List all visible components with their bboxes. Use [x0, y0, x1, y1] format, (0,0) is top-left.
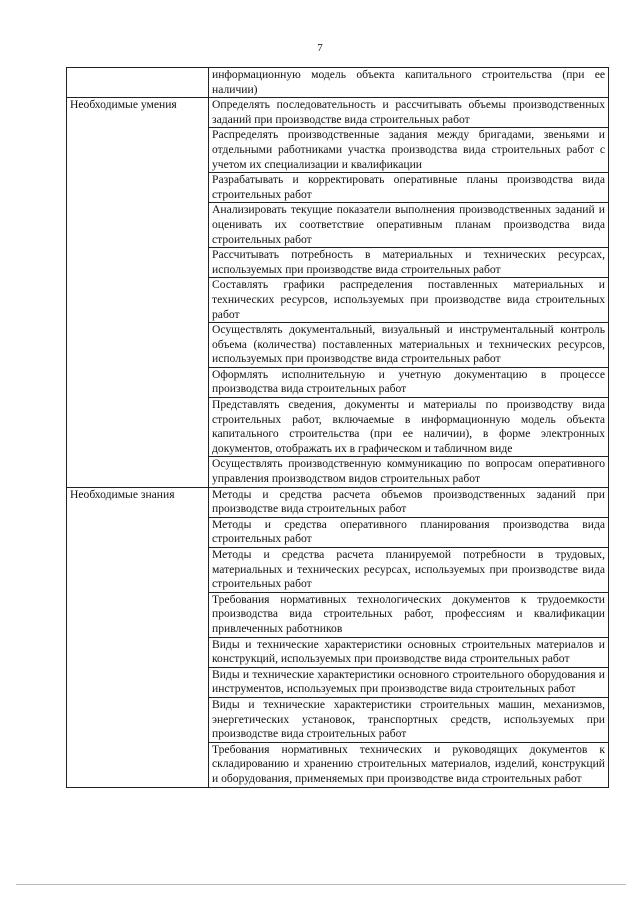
row-label-cell	[67, 68, 209, 98]
row-text-cell: Методы и средства расчета объемов производственных заданий при производстве вида строительных работ	[209, 487, 609, 517]
row-text-cell: Виды и технические характеристики строительных машин, механизмов, энергетических установок, транспортных средств, используемых при производстве вида строительных работ	[209, 697, 609, 742]
row-label-cell: Необходимые умения	[67, 98, 209, 487]
requirements-table	[66, 67, 609, 788]
row-label-cell: Необходимые знания	[67, 487, 209, 787]
row-text-cell: Требования нормативных технологических документов к трудоемкости производства вида строительных работ, профессиям и квалификации привлеченных работников	[209, 592, 609, 637]
row-text-cell: Осуществлять документальный, визуальный и инструментальный контроль объема (количества) поставленных материальных и технических ресурсов, используемых при производстве вида строительных работ	[209, 323, 609, 368]
row-text-cell: Виды и технические характеристики основного строительного оборудования и инструментов, используемых при производстве вида строительных работ	[209, 667, 609, 697]
row-text-cell: Анализировать текущие показатели выполнения производственных заданий и оценивать их соответствие оперативным планам производства вида строительных работ	[209, 203, 609, 248]
row-text-cell: Виды и технические характеристики основных строительных материалов и конструкций, используемых при производстве вида строительных работ	[209, 637, 609, 667]
row-text-cell: Требования нормативных технических и руководящих документов к складированию и хранению строительных материалов, изделий, конструкций и оборудования, применяемых при производстве вида строительных работ	[209, 742, 609, 787]
table-row	[67, 98, 609, 128]
table-body	[67, 68, 609, 788]
row-text-cell: Оформлять исполнительную и учетную документацию в процессе производства вида строительных работ	[209, 367, 609, 397]
row-text-cell: Распределять производственные задания между бригадами, звеньями и отдельными работниками участка производства вида строительных работ с учетом их специализации и квалификации	[209, 128, 609, 173]
row-text-cell: Определять последовательность и рассчитывать объемы производственных заданий при производстве вида строительных работ	[209, 98, 609, 128]
row-text-cell: Методы и средства расчета планируемой потребности в трудовых, материальных и технических ресурсах, используемых при производстве вида строительных работ	[209, 548, 609, 593]
row-text-cell: Осуществлять производственную коммуникацию по вопросам оперативного управления производством видов строительных работ	[209, 457, 609, 487]
row-text-cell: Разрабатывать и корректировать оперативные планы производства вида строительных работ	[209, 173, 609, 203]
page-bottom-rule	[16, 884, 626, 885]
table-row	[67, 68, 609, 98]
row-text-cell: Составлять графики распределения поставленных материальных и технических ресурсов, используемых при производстве вида строительных работ	[209, 278, 609, 323]
row-text-cell: информационную модель объекта капитального строительства (при ее наличии)	[209, 68, 609, 98]
row-text-cell: Методы и средства оперативного планирования производства вида строительных работ	[209, 517, 609, 547]
table-row	[67, 487, 609, 517]
page-number: 7	[317, 42, 323, 54]
row-text-cell: Рассчитывать потребность в материальных и технических ресурсах, используемых при производстве вида строительных работ	[209, 248, 609, 278]
row-text-cell: Представлять сведения, документы и материалы по производству вида строительных работ, включаемые в информационную модель объекта капитального строительства (при ее наличии), в форме электронных документов, отображать их в графическом и табличном виде	[209, 398, 609, 457]
